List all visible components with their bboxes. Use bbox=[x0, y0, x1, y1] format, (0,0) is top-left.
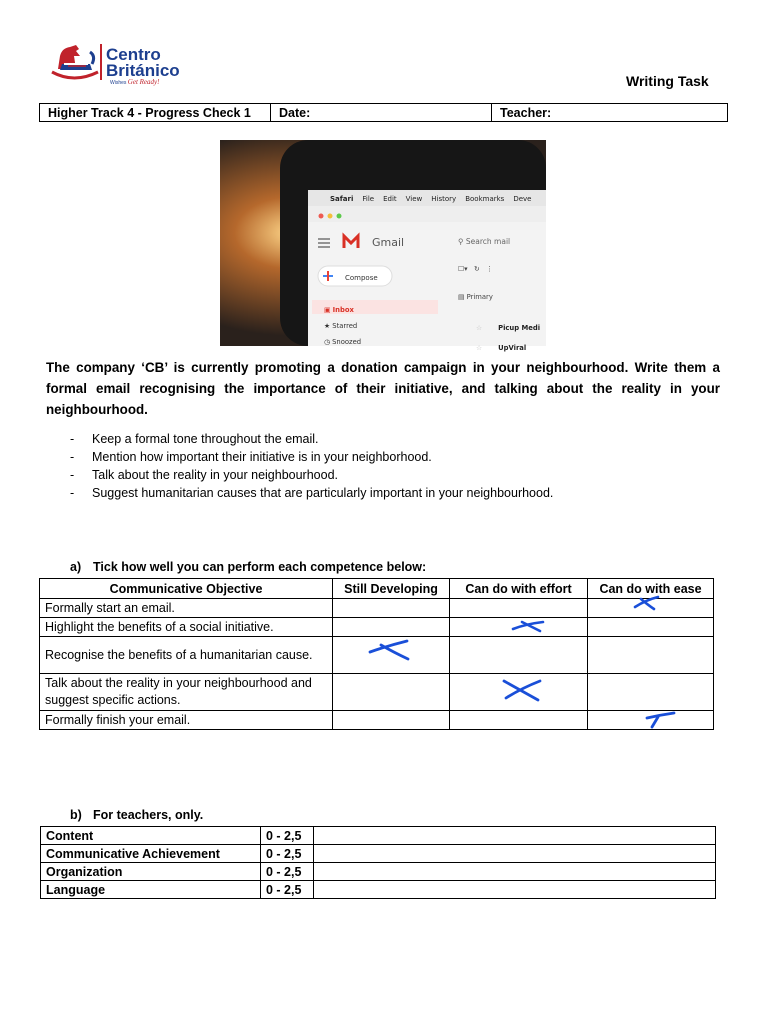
score-cell[interactable] bbox=[314, 827, 716, 845]
teacher-table bbox=[40, 826, 716, 899]
competence-table bbox=[39, 578, 714, 730]
date-field[interactable]: Date: bbox=[271, 104, 492, 122]
track-label: Higher Track 4 - Progress Check 1 bbox=[40, 104, 271, 122]
table-row bbox=[40, 674, 714, 711]
sender-list: ☆ Picup Medi ☆ UpViral bbox=[476, 324, 541, 352]
objective-cell: Recognise the benefits of a humanitarian cause. bbox=[40, 637, 333, 674]
tick-mark bbox=[500, 676, 544, 704]
search-mail-input: ⚲ Search mail bbox=[458, 237, 511, 246]
section-a-title: a) Tick how well you can perform each competence below: bbox=[70, 560, 427, 574]
tick-mark bbox=[632, 595, 662, 613]
clock-icon: ◷ bbox=[324, 338, 333, 346]
star-icon: ★ bbox=[324, 322, 333, 330]
rocking-horse-logo-icon bbox=[46, 42, 102, 84]
tick-cell[interactable] bbox=[450, 618, 588, 637]
objective-cell: Formally start an email. bbox=[40, 599, 333, 618]
tick-cell[interactable] bbox=[333, 637, 450, 674]
primary-icon: ▤ bbox=[458, 293, 467, 301]
criterion-cell: Organization bbox=[41, 863, 261, 881]
column-header: Can do with effort bbox=[450, 579, 588, 599]
table-row bbox=[40, 618, 714, 637]
compose-button: Compose bbox=[345, 274, 378, 282]
bullet-item: - Keep a formal tone throughout the email. bbox=[40, 430, 740, 448]
range-cell: 0 - 2,5 bbox=[261, 863, 314, 881]
teacher-field[interactable]: Teacher: bbox=[492, 104, 728, 122]
menu-item: History bbox=[431, 195, 457, 203]
table-row bbox=[41, 881, 716, 899]
column-header: Still Developing bbox=[333, 579, 450, 599]
tick-cell[interactable] bbox=[450, 711, 588, 730]
tick-cell[interactable] bbox=[333, 618, 450, 637]
logo-line-1: Centro bbox=[106, 45, 161, 64]
toolbar-icons bbox=[458, 265, 493, 273]
column-header: Can do with ease bbox=[588, 579, 714, 599]
menu-item: Deve bbox=[513, 195, 532, 203]
table-row bbox=[41, 827, 716, 845]
criterion-cell: Language bbox=[41, 881, 261, 899]
bullet-item: - Mention how important their initiative is in your neighborhood. bbox=[40, 448, 740, 466]
refresh-icon: ↻ bbox=[474, 265, 480, 273]
logo-tag-prefix: Wishes bbox=[110, 80, 127, 86]
star-outline-icon: ☆ bbox=[476, 344, 483, 352]
page-title: Writing Task bbox=[626, 73, 709, 89]
bullet-item: - Talk about the reality in your neighbourhood. bbox=[40, 466, 740, 484]
info-row bbox=[39, 103, 728, 122]
criterion-cell: Content bbox=[41, 827, 261, 845]
objective-cell: Highlight the benefits of a social initiative. bbox=[40, 618, 333, 637]
more-icon: ⋮ bbox=[486, 265, 493, 273]
tick-mark bbox=[510, 618, 546, 636]
objective-cell: Formally finish your email. bbox=[40, 711, 333, 730]
criterion-cell: Communicative Achievement bbox=[41, 845, 261, 863]
column-header: Communicative Objective bbox=[40, 579, 333, 599]
folder-list: ▣ Inbox ★ Starred ◷ Snoozed bbox=[324, 306, 362, 346]
range-cell: 0 - 2,5 bbox=[261, 881, 314, 899]
menu-item: View bbox=[405, 195, 423, 203]
objective-cell: Talk about the reality in your neighbourhood and suggest specific actions. bbox=[40, 674, 333, 711]
tick-cell[interactable] bbox=[588, 618, 714, 637]
tick-cell[interactable] bbox=[588, 711, 714, 730]
safari-menu-bar bbox=[324, 195, 531, 203]
tick-cell[interactable] bbox=[333, 599, 450, 618]
tick-cell[interactable] bbox=[588, 637, 714, 674]
tick-cell[interactable] bbox=[333, 711, 450, 730]
task-prompt: The company ‘CB’ is currently promoting a donation campaign in your neighbourhood. Write them a formal email recognising the importance of their initiative, and talking about the reality in your neighbourhood. bbox=[46, 360, 720, 417]
search-icon: ⚲ bbox=[458, 237, 466, 246]
menu-item: Edit bbox=[383, 195, 397, 203]
table-row bbox=[40, 599, 714, 618]
laptop-photo bbox=[220, 140, 546, 352]
task-bullets bbox=[40, 430, 740, 502]
score-cell[interactable] bbox=[314, 845, 716, 863]
tick-cell[interactable] bbox=[588, 674, 714, 711]
menu-item: Bookmarks bbox=[465, 195, 505, 203]
tick-cell[interactable] bbox=[450, 637, 588, 674]
menu-item: Safari bbox=[330, 195, 354, 203]
logo bbox=[46, 42, 186, 86]
tick-mark bbox=[367, 637, 413, 663]
bullet-item: - Suggest humanitarian causes that are particularly important in your neighbourhood. bbox=[40, 484, 740, 502]
primary-tab: ▤ Primary bbox=[458, 293, 493, 301]
logo-line-2: Británico bbox=[106, 61, 180, 80]
table-row bbox=[40, 637, 714, 674]
tick-mark bbox=[644, 711, 678, 729]
logo-divider bbox=[100, 44, 102, 80]
section-b-title: b) For teachers, only. bbox=[70, 808, 204, 822]
score-cell[interactable] bbox=[314, 881, 716, 899]
logo-tag-script: Get Ready! bbox=[127, 78, 160, 86]
tick-cell[interactable] bbox=[450, 599, 588, 618]
star-outline-icon: ☆ bbox=[476, 324, 483, 332]
table-row bbox=[41, 845, 716, 863]
range-cell: 0 - 2,5 bbox=[261, 827, 314, 845]
checkbox-icon: ☐▾ bbox=[458, 265, 468, 273]
gmail-label: Gmail bbox=[372, 236, 405, 249]
score-cell[interactable] bbox=[314, 863, 716, 881]
menu-item: File bbox=[362, 195, 375, 203]
range-cell: 0 - 2,5 bbox=[261, 845, 314, 863]
tick-cell[interactable] bbox=[588, 599, 714, 618]
table-row bbox=[40, 711, 714, 730]
tick-cell[interactable] bbox=[450, 674, 588, 711]
table-row bbox=[41, 863, 716, 881]
inbox-icon: ▣ bbox=[324, 306, 333, 314]
tick-cell[interactable] bbox=[333, 674, 450, 711]
